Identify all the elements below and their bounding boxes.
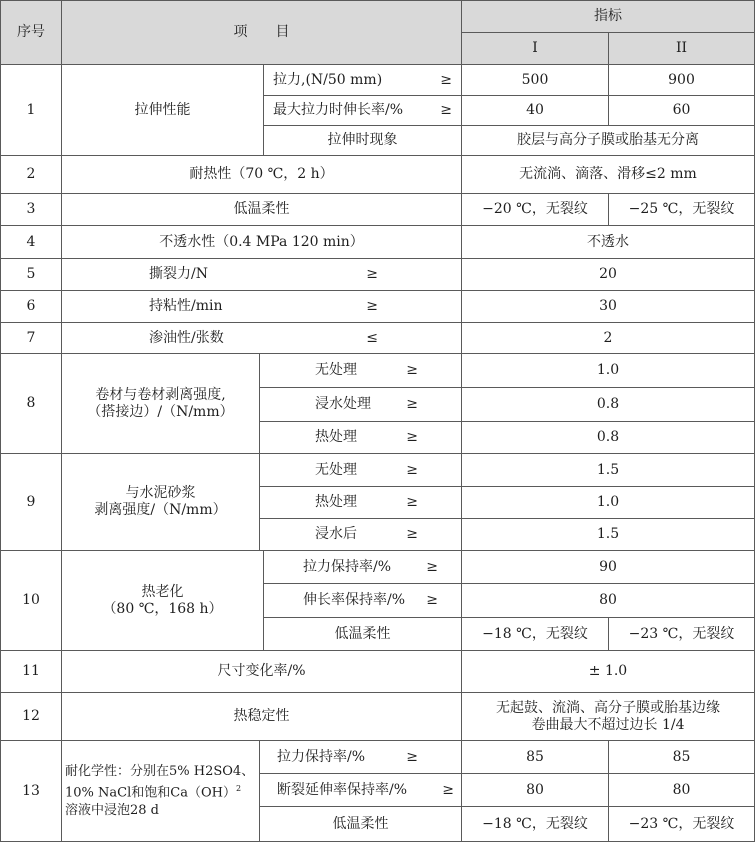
row-1a-label [264, 65, 462, 96]
row-4 [1, 226, 755, 259]
row-13-name [62, 741, 260, 842]
row-8-name-line2: （搭接边）/（N/mm） [87, 403, 234, 420]
row-1c-label: 拉伸时现象 [264, 126, 462, 156]
row-1b-label-text: 最大拉力时伸长率/% [273, 102, 404, 118]
row-6-name-text: 持粘性/min [149, 298, 223, 314]
row-8c-label [260, 422, 462, 454]
row-3 [1, 194, 755, 226]
row-6 [1, 291, 755, 323]
row-7-name-text: 渗油性/张数 [149, 329, 224, 346]
row-8a-value: 1.0 [462, 354, 755, 388]
row-2-value: 无流淌、滴落、滑移≤2 mm [462, 156, 755, 194]
row-10a-label-text: 拉力保持率/% [303, 558, 392, 575]
row-9b-value: 1.0 [462, 487, 755, 519]
row-9-name [62, 454, 260, 551]
row-5-value: 20 [462, 259, 755, 291]
row-13b-value-2: 80 [609, 774, 755, 807]
row-1b-value-2: 60 [609, 96, 755, 126]
row-13-name-line2-wrap [65, 780, 256, 801]
row-8-name-line1: 卷材与卷材剥离强度, [95, 386, 226, 403]
row-8b-value: 0.8 [462, 388, 755, 422]
row-7-value: 2 [462, 323, 755, 354]
row-9-name-line1: 与水泥砂浆 [125, 485, 196, 501]
row-13a-value-2: 85 [609, 741, 755, 774]
row-10c-label: 低温柔性 [264, 618, 462, 651]
row-13a-label-text: 拉力保持率/% [277, 748, 366, 765]
row-7-symbol: ≤ [366, 329, 378, 346]
row-11-no: 11 [1, 651, 62, 693]
row-5-name [62, 259, 462, 291]
row-5-name-text: 撕裂力/N [149, 266, 208, 282]
row-4-name: 不透水性（0.4 MPa 120 min） [62, 226, 462, 259]
row-3-value-1: −20 ℃，无裂纹 [462, 194, 609, 226]
row-13-name-sup: 2 [235, 784, 242, 794]
row-10b-symbol: ≥ [426, 592, 438, 608]
row-13c-value-1: −18 ℃，无裂纹 [462, 807, 609, 842]
row-9c-label-text: 浸水后 [315, 526, 357, 542]
row-5-no: 5 [1, 259, 62, 291]
row-1b-symbol: ≥ [440, 102, 452, 118]
header-seq: 序号 [1, 1, 62, 65]
row-8c-value: 0.8 [462, 422, 755, 454]
row-1a-value-2: 900 [609, 65, 755, 96]
row-7-no: 7 [1, 323, 62, 354]
row-10a-label [264, 551, 462, 584]
row-13-name-line3: 溶液中浸泡28 d [65, 802, 159, 818]
row-11-name: 尺寸变化率/% [62, 651, 462, 693]
row-10-name-line1: 热老化 [141, 583, 184, 600]
row-5-symbol: ≥ [366, 266, 378, 282]
row-1a-value-1: 500 [462, 65, 609, 96]
header-item: 项 目 [62, 1, 462, 65]
row-1-no: 1 [1, 65, 62, 156]
row-1b-label [264, 96, 462, 126]
header-grade-1: I [462, 33, 609, 65]
row-10a-symbol: ≥ [426, 558, 438, 575]
header-index: 指标 [462, 1, 755, 33]
row-10b-label [264, 584, 462, 618]
row-13c-label: 低温柔性 [260, 807, 462, 842]
row-4-value: 不透水 [462, 226, 755, 259]
row-9b-label [260, 487, 462, 519]
row-13b-symbol: ≥ [442, 781, 454, 798]
row-8c-label-text: 热处理 [315, 429, 357, 445]
row-13-name-line1: 耐化学性：分别在5% H2SO4、 [65, 764, 255, 780]
row-12-no: 12 [1, 693, 62, 741]
row-3-value-2: −25 ℃，无裂纹 [609, 194, 755, 226]
row-1a [1, 65, 755, 96]
row-10c-value-2: −23 ℃，无裂纹 [609, 618, 755, 651]
row-8a [1, 354, 755, 388]
row-8-name [62, 354, 260, 454]
row-13a-value-1: 85 [462, 741, 609, 774]
row-2-name: 耐热性（70 ℃，2 h） [62, 156, 462, 194]
row-1b-value-1: 40 [462, 96, 609, 126]
row-12 [1, 693, 755, 741]
row-9-no: 9 [1, 454, 62, 551]
row-10b-value: 80 [462, 584, 755, 618]
row-8c-symbol: ≥ [406, 429, 418, 445]
row-6-no: 6 [1, 291, 62, 323]
row-7 [1, 323, 755, 354]
row-3-no: 3 [1, 194, 62, 226]
row-9c-symbol: ≥ [406, 526, 418, 542]
row-1a-symbol: ≥ [440, 71, 452, 88]
row-9a-label-text: 无处理 [315, 461, 357, 478]
row-13-no: 13 [1, 741, 62, 842]
row-1-name: 拉伸性能 [62, 65, 264, 156]
row-9c-value: 1.5 [462, 519, 755, 551]
row-9a-label [260, 454, 462, 487]
row-13c-value-2: −23 ℃，无裂纹 [609, 807, 755, 842]
row-3-name: 低温柔性 [62, 194, 462, 226]
row-12-name: 热稳定性 [62, 693, 462, 741]
row-11-value: ± 1.0 [462, 651, 755, 693]
row-6-name [62, 291, 462, 323]
row-9c-label [260, 519, 462, 551]
row-11 [1, 651, 755, 693]
row-1c-value: 胶层与高分子膜或胎基无分离 [462, 126, 755, 156]
row-10-no: 10 [1, 551, 62, 651]
row-13a [1, 741, 755, 774]
row-12-value [462, 693, 755, 741]
row-8a-label [260, 354, 462, 388]
row-13a-label [260, 741, 462, 774]
row-8b-label [260, 388, 462, 422]
row-6-symbol: ≥ [366, 298, 378, 314]
row-9a-symbol: ≥ [406, 461, 418, 478]
header-grade-2: II [609, 33, 755, 65]
row-12-value-line1: 无起鼓、流淌、高分子膜或胎基边缘 [496, 699, 720, 716]
row-1a-label-text: 拉力,(N/50 mm) [273, 71, 383, 88]
row-4-no: 4 [1, 226, 62, 259]
row-7-name [62, 323, 462, 354]
row-10c-value-1: −18 ℃，无裂纹 [462, 618, 609, 651]
row-8a-label-text: 无处理 [315, 362, 357, 378]
row-13a-symbol: ≥ [406, 748, 418, 765]
row-6-value: 30 [462, 291, 755, 323]
row-13b-value-1: 80 [462, 774, 609, 807]
row-13-name-line2: 10% NaCl和饱和Ca（OH） [65, 785, 236, 801]
row-10-name [62, 551, 264, 651]
row-10b-label-text: 伸长率保持率/% [303, 592, 406, 608]
row-9a-value: 1.5 [462, 454, 755, 487]
row-8-no: 8 [1, 354, 62, 454]
row-2-no: 2 [1, 156, 62, 194]
row-13b-label-text: 断裂延伸率保持率/% [277, 781, 408, 798]
row-2 [1, 156, 755, 194]
row-9b-label-text: 热处理 [315, 494, 357, 510]
row-9-name-line2: 剥离强度/（N/mm） [94, 502, 227, 518]
row-9a [1, 454, 755, 487]
row-8a-symbol: ≥ [406, 362, 418, 378]
row-10a [1, 551, 755, 584]
row-10a-value: 90 [462, 551, 755, 584]
row-8b-symbol: ≥ [406, 396, 418, 412]
row-5 [1, 259, 755, 291]
row-8b-label-text: 浸水处理 [315, 396, 371, 412]
row-9b-symbol: ≥ [406, 494, 418, 510]
row-13b-label [260, 774, 462, 807]
header-row [1, 1, 755, 33]
row-12-value-line2: 卷曲最大不超过边长 1/4 [531, 716, 685, 733]
row-10-name-line2: （80 ℃，168 h） [102, 600, 223, 617]
